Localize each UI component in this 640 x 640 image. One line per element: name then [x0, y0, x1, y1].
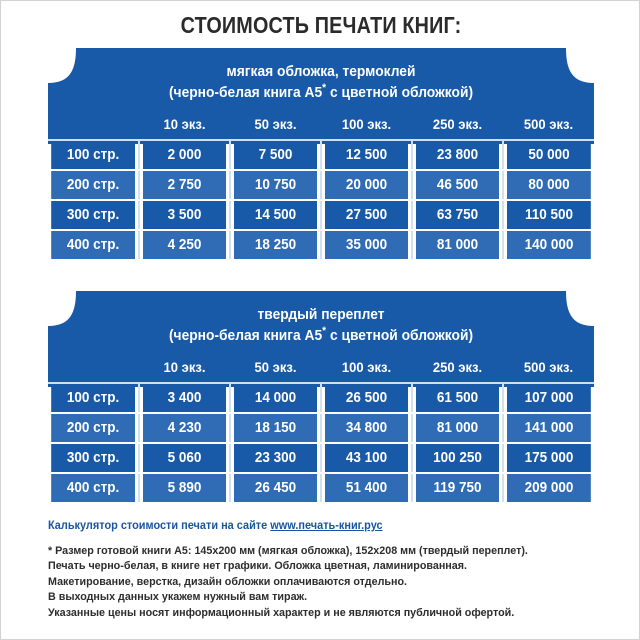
row-label: 100 стр. — [51, 383, 136, 413]
price-cell: 81 000 — [415, 230, 500, 259]
table-row — [48, 230, 594, 259]
footnote-item: * Размер готовой книги А5: 145х200 мм (мягкая обложка), 152х208 мм (твердый переплет). — [48, 545, 528, 557]
column-header-0 — [51, 109, 136, 140]
price-cell: 20 000 — [324, 170, 409, 200]
price-cell: 4 250 — [142, 230, 227, 259]
calculator-url-link[interactable]: www.печать-книг.рус — [270, 520, 383, 532]
banner-text-hardcover — [48, 291, 594, 346]
price-cell: 12 500 — [324, 140, 409, 170]
price-cell: 7 500 — [233, 140, 318, 170]
price-cell: 26 450 — [233, 473, 318, 502]
page-title: СТОИМОСТЬ ПЕЧАТИ КНИГ: — [180, 12, 462, 38]
price-table-hardcover — [48, 352, 594, 502]
table-row — [48, 413, 594, 443]
price-cell: 80 000 — [506, 170, 591, 200]
price-cell: 110 500 — [506, 200, 591, 230]
price-cell: 50 000 — [506, 140, 591, 170]
footnote-item: Указанные цены носят информационный характер и не являются публичной офертой. — [48, 606, 515, 619]
footnote-item: В выходных данных укажем нужный вам тираж. — [48, 591, 308, 604]
price-cell: 5 890 — [142, 473, 227, 502]
calculator-line — [48, 520, 383, 532]
table-row — [48, 200, 594, 230]
price-cell: 100 250 — [415, 443, 500, 473]
price-cell: 175 000 — [506, 443, 591, 473]
price-cell: 81 000 — [415, 413, 500, 443]
price-cell: 27 500 — [324, 200, 409, 230]
price-cell: 43 100 — [324, 443, 409, 473]
price-cell: 10 750 — [233, 170, 318, 200]
footnotes — [48, 544, 608, 621]
section-softcover — [48, 48, 594, 259]
column-header-1: 10 экз. — [163, 116, 206, 132]
column-header-1: 10 экз. — [163, 359, 206, 375]
price-cell: 61 500 — [415, 383, 500, 413]
price-cell: 14 000 — [233, 383, 318, 413]
price-cell: 34 800 — [324, 413, 409, 443]
price-table-softcover — [48, 109, 594, 259]
column-header-5: 500 экз. — [523, 359, 574, 375]
banner-line-2-prefix: (черно-белая книга А5 — [168, 327, 323, 344]
row-label: 200 стр. — [51, 413, 136, 443]
row-label: 300 стр. — [51, 443, 136, 473]
column-header-0 — [51, 352, 136, 383]
table-header-row — [48, 352, 594, 383]
price-cell: 119 750 — [415, 473, 500, 502]
price-cell: 2 000 — [142, 140, 227, 170]
column-header-2: 50 экз. — [254, 116, 297, 132]
price-cell: 26 500 — [324, 383, 409, 413]
section-hardcover — [48, 291, 594, 502]
column-header-3: 100 экз. — [341, 116, 392, 132]
column-header-5: 500 экз. — [523, 116, 574, 132]
row-label: 200 стр. — [51, 170, 136, 200]
column-header-3: 100 экз. — [341, 359, 392, 375]
asterisk-marker: * — [322, 82, 327, 94]
footnote-item: Макетирование, верстка, дизайн обложки оплачиваются отдельно. — [48, 575, 408, 588]
price-cell: 4 230 — [142, 413, 227, 443]
price-cell: 51 400 — [324, 473, 409, 502]
banner-line-2-prefix: (черно-белая книга А5 — [168, 84, 323, 101]
table-header-row — [48, 109, 594, 140]
price-cell: 35 000 — [324, 230, 409, 259]
banner-text-softcover — [48, 48, 594, 103]
asterisk-marker: * — [322, 325, 327, 337]
table-row — [48, 383, 594, 413]
row-label: 400 стр. — [51, 230, 136, 259]
row-label: 100 стр. — [51, 140, 136, 170]
table-row — [48, 443, 594, 473]
table-row — [48, 140, 594, 170]
calculator-text: Калькулятор стоимости печати на сайте — [48, 520, 271, 532]
row-label: 300 стр. — [51, 200, 136, 230]
footnote-item: Печать черно-белая, в книге нет графики. Обложка цветная, ламинированная. — [48, 560, 468, 573]
price-cell: 18 150 — [233, 413, 318, 443]
price-cell: 140 000 — [506, 230, 591, 259]
price-cell: 14 500 — [233, 200, 318, 230]
price-cell: 63 750 — [415, 200, 500, 230]
column-header-4: 250 экз. — [432, 359, 483, 375]
column-header-4: 250 экз. — [432, 116, 483, 132]
table-row — [48, 473, 594, 502]
column-header-2: 50 экз. — [254, 359, 297, 375]
banner-line-1: мягкая обложка, термоклей — [226, 63, 416, 80]
banner-line-2 — [70, 325, 572, 346]
price-cell: 5 060 — [142, 443, 227, 473]
price-cell: 3 500 — [142, 200, 227, 230]
row-label: 400 стр. — [51, 473, 136, 502]
price-cell: 3 400 — [142, 383, 227, 413]
price-cell: 141 000 — [506, 413, 591, 443]
price-cell: 23 800 — [415, 140, 500, 170]
price-cell: 23 300 — [233, 443, 318, 473]
price-cell: 18 250 — [233, 230, 318, 259]
price-cell: 209 000 — [506, 473, 591, 502]
price-cell: 2 750 — [142, 170, 227, 200]
price-cell: 46 500 — [415, 170, 500, 200]
table-row — [48, 170, 594, 200]
price-cell: 107 000 — [506, 383, 591, 413]
banner-line-2 — [70, 82, 572, 103]
banner-line-2-suffix: с цветной обложкой) — [326, 327, 474, 344]
banner-line-2-suffix: с цветной обложкой) — [326, 84, 474, 101]
banner-line-1: твердый переплет — [257, 306, 385, 323]
